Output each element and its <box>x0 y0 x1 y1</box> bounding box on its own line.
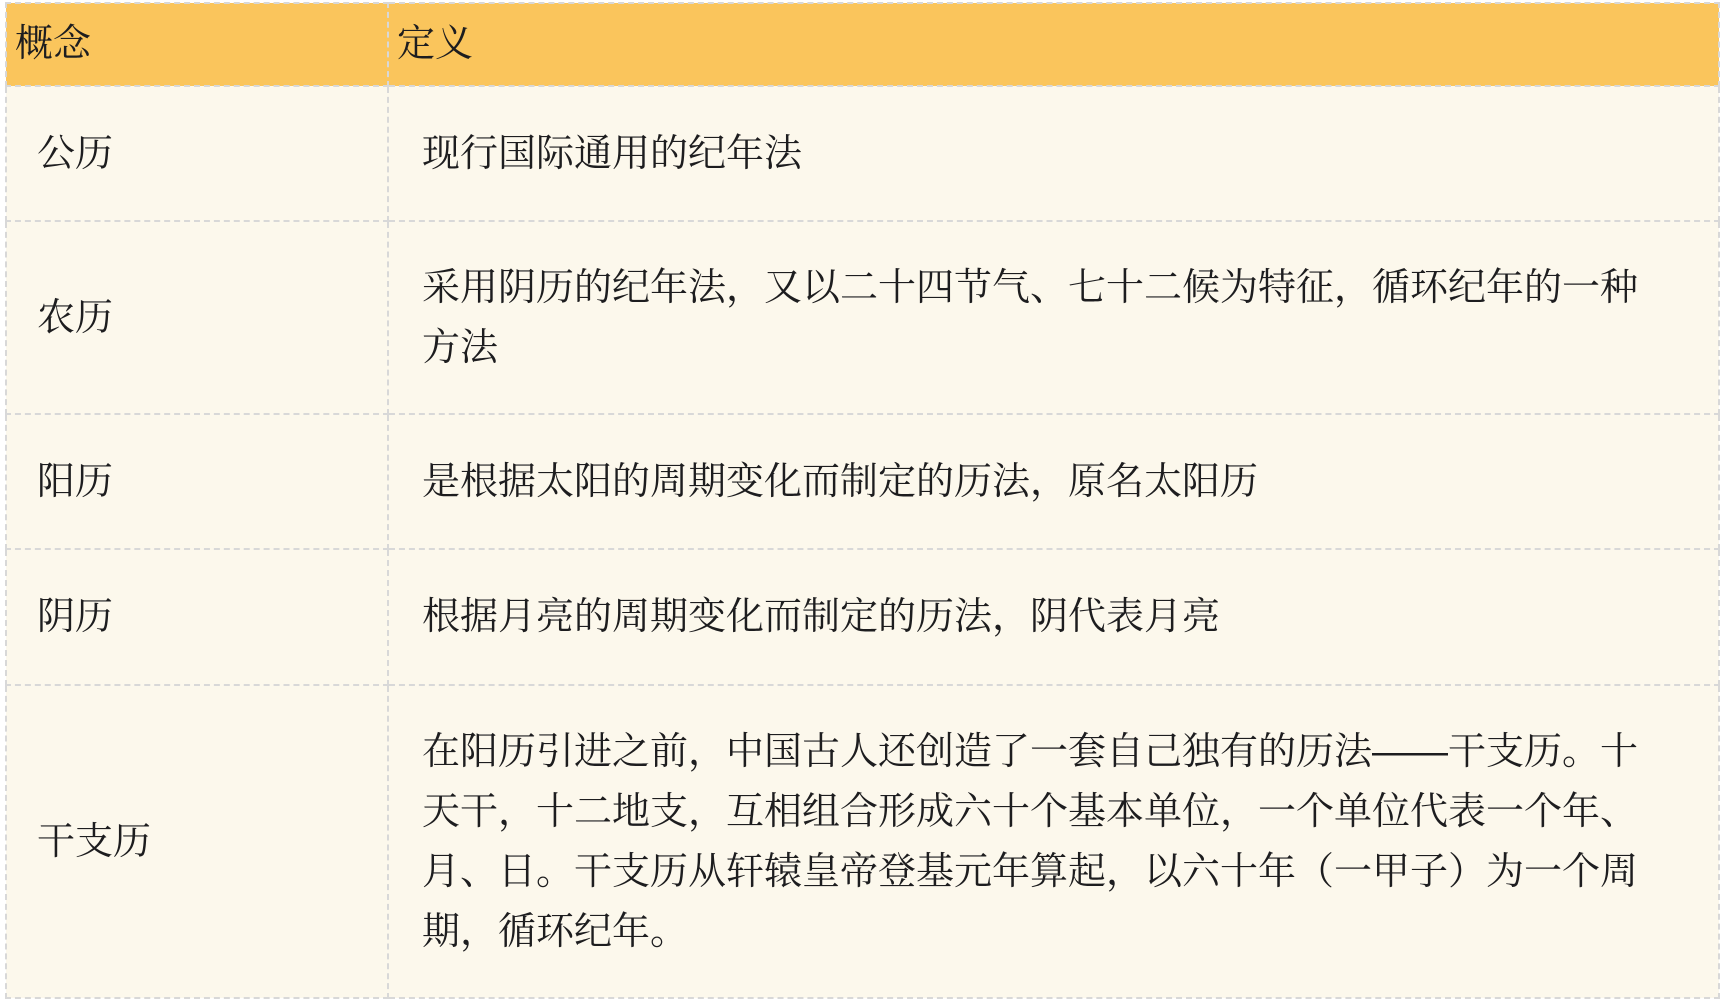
table-row <box>6 86 1719 221</box>
definition-cell: 是根据太阳的周期变化而制定的历法，原名太阳历 <box>388 414 1719 549</box>
header-row <box>6 3 1719 86</box>
definition-cell: 在阳历引进之前，中国古人还创造了一套自己独有的历法——干支历。十天干，十二地支，互相组合形成六十个基本单位，一个单位代表一个年、月、日。干支历从轩辕皇帝登基元年算起，以六十年（一甲子）为一个周期，循环纪年。 <box>388 685 1719 998</box>
table-row <box>6 221 1719 414</box>
definition-cell: 采用阴历的纪年法，又以二十四节气、七十二候为特征，循环纪年的一种方法 <box>388 221 1719 414</box>
definition-table <box>5 2 1720 999</box>
concept-cell: 公历 <box>6 86 388 221</box>
header-cell-definition: 定义 <box>388 3 1719 86</box>
definition-cell: 现行国际通用的纪年法 <box>388 86 1719 221</box>
table-row <box>6 549 1719 685</box>
concept-cell: 农历 <box>6 221 388 414</box>
definition-cell: 根据月亮的周期变化而制定的历法，阴代表月亮 <box>388 549 1719 685</box>
concept-cell: 阳历 <box>6 414 388 549</box>
table-row <box>6 685 1719 998</box>
concept-cell: 干支历 <box>6 685 388 998</box>
table-row <box>6 414 1719 549</box>
header-cell-concept: 概念 <box>6 3 388 86</box>
concept-cell: 阴历 <box>6 549 388 685</box>
